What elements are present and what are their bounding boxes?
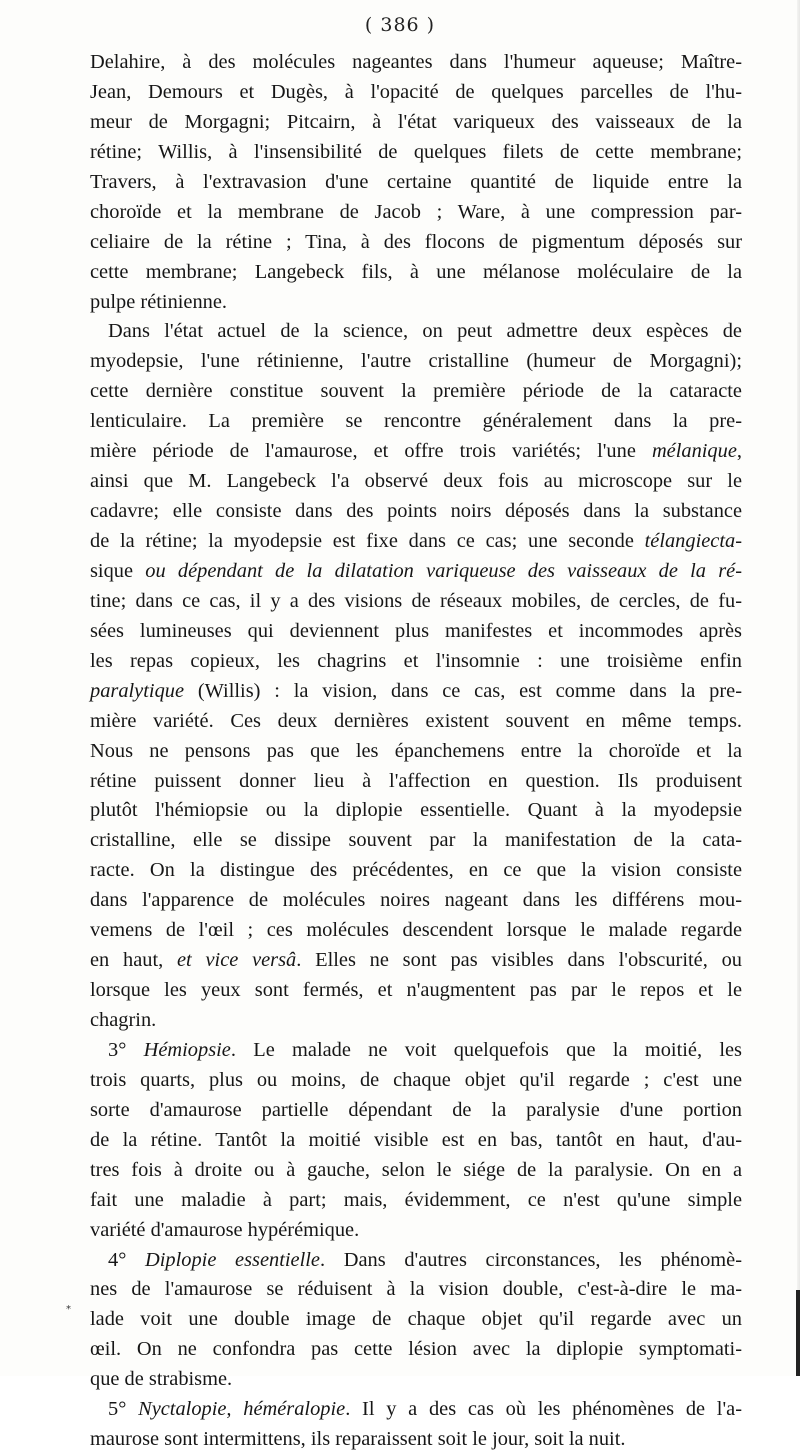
line-text: nes de l'amaurose se réduisent à la vision double, c'est-à-dire le ma- [90,1278,742,1301]
line-text: tres fois à droite ou à gauche, selon le siége de la paralysie. On en a [90,1158,742,1181]
line-text: dans l'apparence de molécules noires nageant dans les différens mou- [90,889,742,912]
italic-term: et vice versâ [177,949,297,972]
text-line [90,288,742,318]
text-line [90,407,742,437]
italic-term: paralytique [90,679,185,702]
margin-mark: * [66,1304,71,1315]
italic-term: Diplopie essentielle [145,1248,320,1271]
line-text: trois quarts, plus ou moins, de chaque objet qu'il regarde ; c'est une [90,1068,742,1091]
text-line [90,767,742,797]
line-text: variété d'amaurose hypérémique. [90,1218,360,1241]
text-line [90,377,742,407]
line-text: plutôt l'hémiopsie ou la diplopie essentielle. Quant à la myodepsie [90,799,742,822]
text-line [90,1156,742,1186]
line-text: sées lumineuses qui deviennent plus manifestes et incommodes après [90,619,742,642]
text-line [90,228,742,258]
text-line [90,1275,742,1305]
text-line [90,437,742,467]
line-text: . Le malade ne voit quelquefois que la moitié, les [230,1038,742,1061]
line-text: chagrin. [90,1009,157,1031]
text-line [90,617,742,647]
italic-term: ou dépendant de la dilatation variqueuse des vaisseaux de la ré- [133,559,742,582]
line-text: lenticulaire. La première se rencontre généralement dans la pre- [90,410,742,433]
text-line [90,707,742,737]
line-text: Delahire, à des molécules nageantes dans l'humeur aqueuse; Maître- [90,51,742,73]
line-text: tine; dans ce cas, il y a des visions de réseaux mobiles, de cercles, de fu- [90,589,742,612]
line-text: . Il y a des cas où les phénomènes de l'a- [345,1398,742,1421]
line-text: de la rétine; la myodepsie est fixe dans ce cas; une seconde [90,530,645,552]
text-line [90,976,742,1006]
text-line [90,138,742,168]
text-line [90,916,742,946]
italic-term: mélanique [651,440,737,463]
text-line [90,647,742,677]
line-text: de la rétine. Tantôt la moitié visible est en bas, tantôt en haut, d'au- [90,1128,742,1151]
text-line [90,1395,742,1425]
line-text: cette dernière constitue souvent la première période de la cataracte [90,380,742,403]
text-line [90,198,742,228]
text-line [90,677,742,707]
line-text: Travers, à l'extravasion d'une certaine quantité de liquide entre la [90,170,742,193]
text-line [90,78,742,108]
line-text: en haut, [90,949,177,972]
line-text: vemens de l'œil ; ces molécules descendent lorsque le malade regarde [90,919,742,942]
line-text: mière variété. Ces deux dernières existent souvent en même temps. [90,709,742,732]
text-line [90,1216,742,1246]
italic-term: Nyctalopie, héméralopie [138,1398,346,1421]
line-text: racte. On la distingue des précédentes, en ce que la vision consiste [90,859,742,882]
text-line [90,886,742,916]
line-text: rétine puissent donner lieu à l'affection en question. Ils produisent [90,769,742,792]
line-text: meur de Morgagni; Pitcairn, à l'état variqueux des vaisseaux de la [90,110,742,133]
line-text: . Dans d'autres circonstances, les phénomè- [319,1248,742,1271]
text-line [90,1335,742,1365]
text-line [90,347,742,377]
scan-edge-shadow [796,1290,800,1376]
text-line [90,317,742,347]
line-text: Dans l'état actuel de la science, on peut admettre deux espèces de [108,320,742,343]
text-line [90,1365,742,1395]
line-text: pulpe rétinienne. [90,290,228,313]
text-line [90,796,742,826]
line-text: myodepsie, l'une rétinienne, l'autre cristalline (humeur de Morgagni); [90,350,742,373]
line-text: rétine; Willis, à l'insensibilité de quelques filets de cette membrane; [90,140,742,163]
line-text: cristalline, elle se dissipe souvent par la manifestation de la cata- [90,829,742,852]
text-line [90,1096,742,1126]
text-line [90,1066,742,1096]
line-text: Jean, Demours et Dugès, à l'opacité de quelques parcelles de l'hu- [90,80,742,103]
text-line [90,557,742,587]
line-text: celiaire de la rétine ; Tina, à des flocons de pigmentum déposés sur [90,230,742,253]
line-text: (Willis) : la vision, dans ce cas, est comme dans la pre- [184,679,742,702]
line-text: , [736,440,742,463]
page-number: ( 386 ) [364,14,436,36]
text-line [90,497,742,527]
italic-term: télangiecta- [644,530,742,552]
text-line [90,737,742,767]
text-line [90,467,742,497]
text-line [90,527,742,557]
line-text: . Elles ne sont pas visibles dans l'obscurité, ou [296,949,742,972]
line-text: lade voit une double image de chaque objet qu'il regarde avec un [90,1308,742,1331]
line-text: maurose sont intermittens, ils reparaissent soit le jour, soit la nuit. [90,1428,626,1451]
text-line [90,1305,742,1335]
line-text: les repas copieux, les chagrins et l'insomnie : une troisième enfin [90,649,742,672]
line-text: lorsque les yeux sont fermés, et n'augmentent pas par le repos et le [90,979,742,1002]
text-line [90,856,742,886]
line-text: œil. On ne confondra pas cette lésion avec la diplopie symptomati- [90,1338,742,1361]
line-text: fait une maladie à part; mais, évidemment, ce n'est qu'une simple [90,1188,742,1211]
text-line [90,1036,742,1066]
line-text: Nous ne pensons pas que les épanchemens entre la choroïde et la [90,739,742,762]
line-text: que de strabisme. [90,1368,233,1391]
text-line [90,1425,742,1455]
text-line [90,587,742,617]
line-text: sorte d'amaurose partielle dépendant de la paralysie d'une portion [90,1098,742,1121]
italic-term: Hémiopsie [143,1038,231,1061]
body-text [90,48,742,1455]
line-text: 3° [108,1038,144,1061]
text-line [90,1186,742,1216]
line-text: ainsi que M. Langebeck l'a observé deux fois au microscope sur le [90,470,742,493]
text-line [90,946,742,976]
line-text: choroïde et la membrane de Jacob ; Ware, à une compression par- [90,200,742,223]
text-line [90,108,742,138]
line-text: mière période de l'amaurose, et offre trois variétés; l'une [90,440,652,463]
line-text: cadavre; elle consiste dans des points noirs déposés dans la substance [90,500,742,523]
line-text: sique [90,559,134,582]
text-line [90,258,742,288]
text-line [90,168,742,198]
text-line [90,1006,742,1036]
text-line [90,826,742,856]
line-text: cette membrane; Langebeck fils, à une mélanose moléculaire de la [90,260,742,283]
text-line [90,1246,742,1276]
line-text: 4° [108,1248,146,1271]
line-text: 5° [108,1398,139,1421]
text-line [90,1126,742,1156]
text-line [90,48,742,78]
